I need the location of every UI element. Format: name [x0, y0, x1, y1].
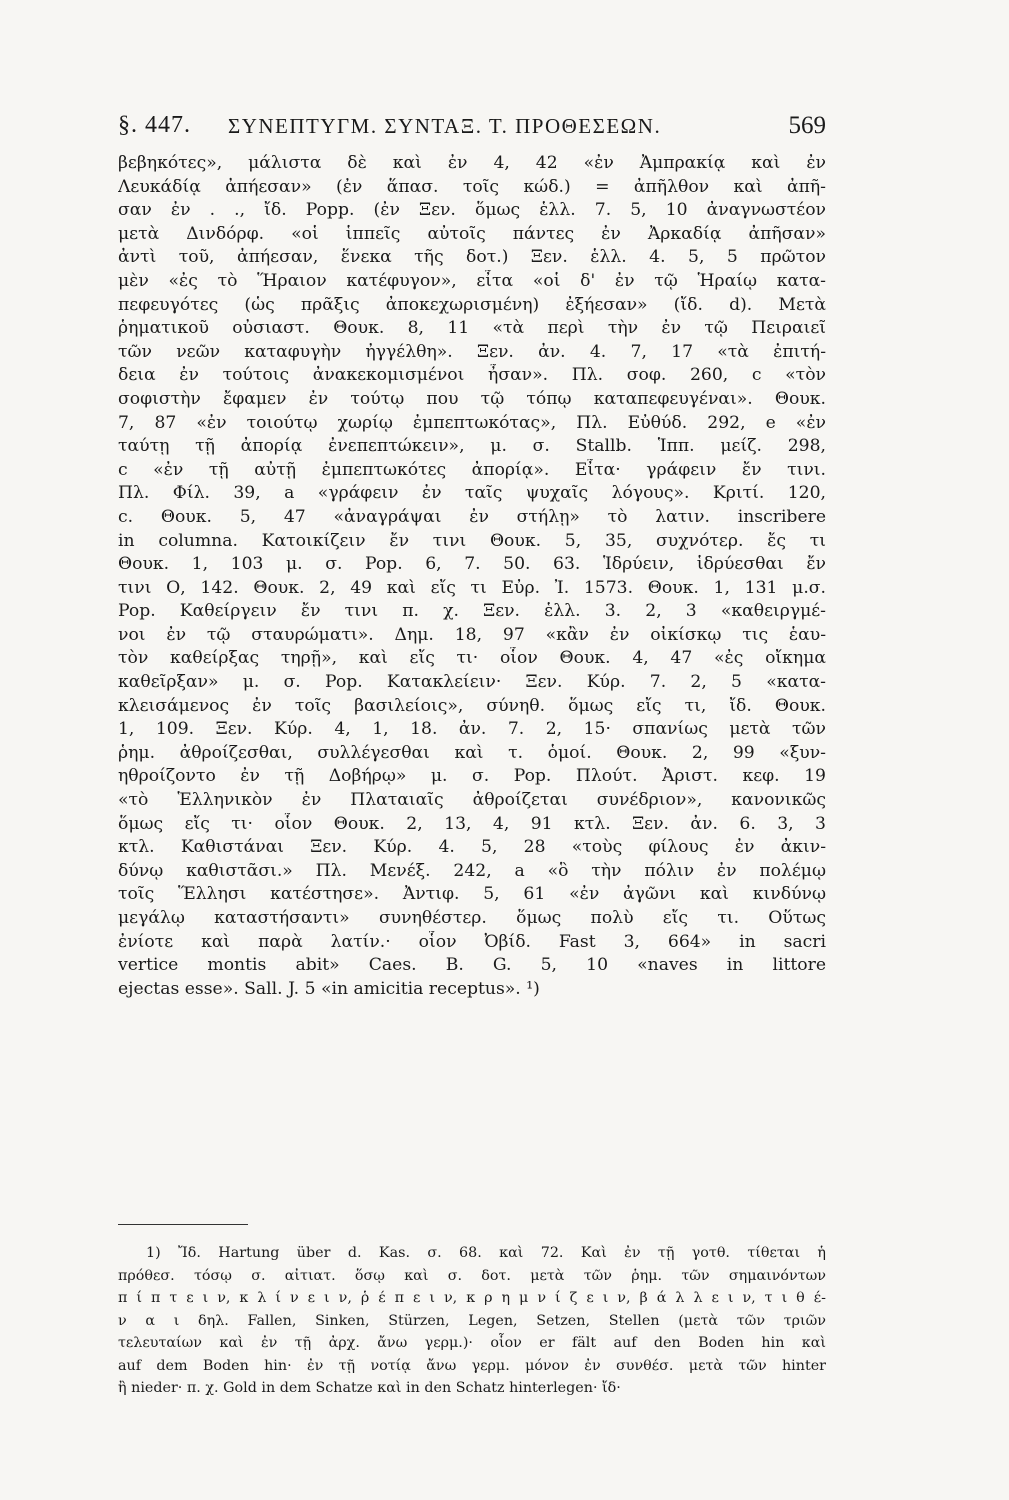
text-line: τοῖς Ἕλλησι κατέστησε». Ἀντιφ. 5, 61 «ἐν ἀγῶνι καὶ κινδύνῳ — [118, 884, 826, 905]
footnote-line: ν α ι δηλ. Fallen, Sinken, Stürzen, Legen, Setzen, Stellen (μετὰ τῶν τριῶν — [118, 1312, 826, 1329]
text-line: Θουκ. 1, 103 μ. σ. Pop. 6, 7. 50. 63. Ἱδρύειν, ἱδρύεσθαι ἔν — [118, 554, 826, 575]
footnote-line: ἢ nieder· π. χ. Gold in dem Schatze καὶ in den Schatz hinterlegen· ἴδ· — [118, 1380, 621, 1396]
text-line: δύνῳ καθιστᾶσι.» Πλ. Μενέξ. 242, a «ὃ τὴν πόλιν ἐν πολέμῳ — [118, 860, 826, 881]
text-line: c «ἐν τῇ αὐτῇ ἐμπεπτωκότες ἀπορίᾳ». Εἶτα· γράφειν ἔν τινι. — [118, 459, 826, 480]
text-line: ὅμως εἴς τι· οἷον Θουκ. 2, 13, 4, 91 κτλ. Ξεν. ἀν. 6. 3, 3 — [118, 813, 826, 834]
page-number: 569 — [788, 112, 826, 139]
main-text — [118, 152, 826, 1001]
footnotes — [118, 1242, 826, 1400]
text-line: c. Θουκ. 5, 47 «ἀναγράψαι ἐν στήλῃ» τὸ λατιν. inscribere — [118, 506, 826, 527]
footnote-line: auf dem Boden hin· ἐν τῇ νοτίᾳ ἄνω γερμ. μόνον ἐν συνθέσ. μετὰ τῶν hinter — [118, 1357, 826, 1374]
section-number: §. 447. — [118, 112, 191, 138]
text-line: Pop. Καθείργειν ἔν τινι π. χ. Ξεν. ἑλλ. 3. 2, 3 «καθειργμέ- — [118, 601, 826, 622]
text-line: βεβηκότες», μάλιστα δὲ καὶ ἐν 4, 42 «ἐν Ἀμπρακίᾳ καὶ ἐν — [118, 153, 826, 173]
running-header — [118, 106, 826, 146]
footnote-line: π ί π τ ε ι ν, κ λ ί ν ε ι ν, ῥ έ π ε ι ν, κ ρ η μ ν ί ζ ε ι ν, β ά λ λ ε ι ν, τ ι θ έ- — [118, 1290, 826, 1306]
text-line: πεφευγότες (ὡς πρᾶξις ἀποκεχωρισμένη) ἐξήεσαν» (ἴδ. d). Μετὰ — [118, 294, 826, 315]
text-line: ταύτῃ τῇ ἀπορίᾳ ἐνεπεπτώκειν», μ. σ. Stallb. Ἱππ. μείζ. 298, — [118, 436, 826, 457]
text-line: «τὸ Ἑλληνικὸν ἐν Πλαταιαῖς ἀθροίζεται συνέδριον», κανονικῶς — [118, 790, 826, 811]
text-line: ἀντὶ τοῦ, ἀπήεσαν, ἕνεκα τῆς δοτ.) Ξεν. ἑλλ. 4. 5, 5 πρῶτον — [118, 247, 826, 268]
text-line: Πλ. Φίλ. 39, a «γράφειν ἐν ταῖς ψυχαῖς λόγους». Κριτί. 120, — [118, 483, 826, 504]
text-line: 1, 109. Ξεν. Κύρ. 4, 1, 18. ἀν. 7. 2, 15· σπανίως μετὰ τῶν — [118, 719, 826, 740]
text-line: μετὰ Δινδόρφ. «οἱ ἱππεῖς αὐτοῖς πάντες ἐν Ἀρκαδίᾳ ἀπῆσαν» — [118, 223, 826, 244]
text-line: τῶν νεῶν καταφυγὴν ἠγγέλθη». Ξεν. ἀν. 4. 7, 17 «τὰ ἐπιτή- — [118, 341, 826, 362]
text-line: ῥημ. ἀθροίζεσθαι, συλλέγεσθαι καὶ τ. ὁμοί. Θουκ. 2, 99 «ξυν- — [118, 742, 826, 763]
footnote-line: πρόθεσ. τόσῳ σ. αἰτιατ. ὅσῳ καὶ σ. δοτ. μετὰ τῶν ῥημ. τῶν σημαινόντων — [118, 1267, 826, 1284]
footnote-line: 1) Ἴδ. Hartung über d. Kas. σ. 68. καὶ 72. Καὶ ἐν τῇ γοτθ. τίθεται ἡ — [146, 1245, 826, 1261]
footnote-line: τελευταίων καὶ ἐν τῇ ἀρχ. ἄνω γερμ.)· οἷον er fält auf den Boden hin καὶ — [118, 1335, 826, 1351]
text-line: μὲν «ἐς τὸ Ἥραιον κατέφυγον», εἶτα «οἱ δ' ἐν τῷ Ἡραίῳ κατα- — [118, 270, 826, 291]
running-title: ΣΥΝΕΠΤΥΓΜ. ΣΥΝΤΑΞ. Τ. ΠΡΟΘΕΣΕΩΝ. — [228, 114, 662, 138]
text-line: νοι ἐν τῷ σταυρώματι». Δημ. 18, 97 «κἂν ἐν οἰκίσκῳ τις ἑαυ- — [118, 624, 826, 645]
text-line: τὸν καθείρξας τηρῇ», καὶ εἴς τι· οἷον Θουκ. 4, 47 «ἐς οἴκημα — [118, 648, 826, 669]
text-line: τινι Ο, 142. Θουκ. 2, 49 καὶ εἴς τι Εὐρ. Ἰ. 1573. Θουκ. 1, 131 μ.σ. — [118, 577, 826, 598]
text-line: 7, 87 «ἐν τοιούτῳ χωρίῳ ἐμπεπτωκότας», Πλ. Εὐθύδ. 292, e «ἐν — [118, 412, 826, 433]
text-line: in columna. Κατοικίζειν ἔν τινι Θουκ. 5, 35, συχνότερ. ἔς τι — [118, 530, 826, 551]
text-line: σαν ἐν . ., ἴδ. Popp. (ἐν Ξεν. ὅμως ἑλλ. 7. 5, 10 ἀναγνωστέον — [118, 200, 826, 221]
text-line: Λευκάδίᾳ ἀπήεσαν» (ἐν ἅπασ. τοῖς κώδ.) = ἀπῆλθον καὶ ἀπῆ- — [118, 176, 826, 197]
text-line: κλεισάμενος ἐν τοῖς βασιλείοις», σύνηθ. ὅμως εἴς τι, ἴδ. Θουκ. — [118, 695, 826, 716]
text-line: ηθροίζοντο ἐν τῇ Δοβήρῳ» μ. σ. Pop. Πλούτ. Ἀριστ. κεφ. 19 — [118, 766, 826, 787]
text-line: μεγάλῳ καταστήσαντι» συνηθέστερ. ὅμως πολὺ εἴς τι. Οὕτως — [118, 908, 826, 928]
text-line: ejectas esse». Sall. J. 5 «in amicitia receptus». ¹) — [118, 978, 540, 999]
footnote-divider — [118, 1224, 248, 1225]
text-line: καθεῖρξαν» μ. σ. Pop. Κατακλείειν· Ξεν. Κύρ. 7. 2, 5 «κατα- — [118, 672, 826, 693]
text-line: ῥηματικοῦ οὐσιαστ. Θουκ. 8, 11 «τὰ περὶ τὴν ἐν τῷ Πειραιεῖ — [118, 318, 826, 339]
text-line: σοφιστὴν ἔφαμεν ἐν τούτῳ που τῷ τόπῳ καταπεφευγέναι». Θουκ. — [118, 388, 826, 409]
text-line: δεια ἐν τούτοις ἀνακεκομισμένοι ἦσαν». Πλ. σοφ. 260, c «τὸν — [118, 365, 826, 386]
text-line: ἐνίοτε καὶ παρὰ λατίν.· οἷον Ὀβίδ. Fast 3, 664» in sacri — [118, 931, 826, 952]
text-line: κτλ. Καθιστάναι Ξεν. Κύρ. 4. 5, 28 «τοὺς φίλους ἐν ἀκιν- — [118, 837, 826, 858]
text-line: vertice montis abit» Caes. B. G. 5, 10 «naves in littore — [118, 955, 826, 976]
